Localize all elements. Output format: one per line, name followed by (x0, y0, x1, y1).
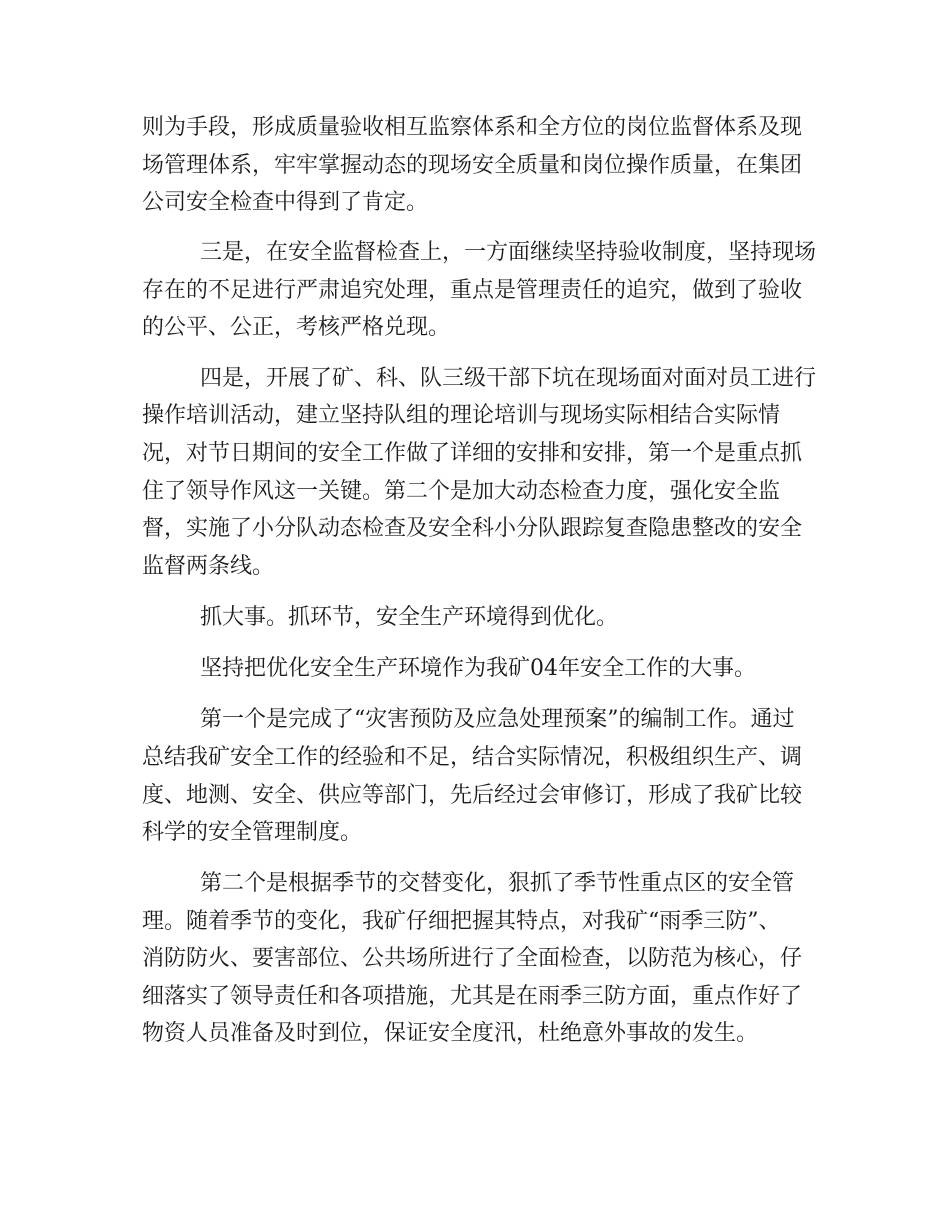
text-line: 坚持把优化安全生产环境作为我矿04年安全工作的大事。 (200, 656, 756, 681)
text-line: 消防防火、要害部位、公共场所进行了全面检查，以防范为核心，仔 (142, 946, 803, 971)
text-line: 的公平、公正，考核严格兑现。 (142, 315, 451, 340)
text-line: 第二个是根据季节的交替变化，狠抓了季节性重点区的安全管 (200, 871, 795, 896)
text-line: 住了领导作风这一关键。第二个是加大动态检查力度，强化安全监 (142, 479, 781, 504)
text-line: 第一个是完成了“灾害预防及应急处理预案”的编制工作。通过 (200, 707, 795, 732)
text-line: 督，实施了小分队动态检查及安全科小分队跟踪复查隐患整改的安全 (142, 516, 803, 541)
text-line: 存在的不足进行严肃追究处理，重点是管理责任的追究，做到了验收 (142, 278, 803, 303)
text-line: 物资人员准备及时到位，保证安全度汛，杜绝意外事故的发生。 (142, 1021, 759, 1046)
text-line: 三是，在安全监督检查上，一方面继续坚持验收制度，坚持现场 (200, 240, 817, 265)
text-line: 四是，开展了矿、科、队三级干部下坑在现场面对面对员工进行 (200, 366, 817, 391)
text-line: 度、地测、安全、供应等部门，先后经过会审修订，形成了我矿比较 (142, 783, 803, 808)
text-line: 则为手段，形成质量验收相互监察体系和全方位的岗位监督体系及现 (142, 115, 803, 140)
text-line: 况，对节日期间的安全工作做了详细的安排和安排，第一个是重点抓 (142, 441, 803, 466)
text-line: 场管理体系，牢牢掌握动态的现场安全质量和岗位操作质量，在集团 (142, 153, 803, 178)
text-line: 抓大事。抓环节，安全生产环境得到优化。 (200, 605, 619, 630)
text-line: 操作培训活动，建立坚持队组的理论培训与现场实际相结合实际情 (142, 403, 781, 428)
text-line: 科学的安全管理制度。 (142, 820, 363, 845)
text-line: 细落实了领导责任和各项措施，尤其是在雨季三防方面，重点作好了 (142, 984, 803, 1009)
text-line: 理。随着季节的变化，我矿仔细把握其特点，对我矿“雨季三防”、 (142, 909, 781, 934)
text-line: 监督两条线。 (142, 554, 275, 579)
text-line: 总结我矿安全工作的经验和不足，结合实际情况，积极组织生产、调 (142, 745, 803, 770)
text-line: 公司安全检查中得到了肯定。 (142, 190, 429, 215)
